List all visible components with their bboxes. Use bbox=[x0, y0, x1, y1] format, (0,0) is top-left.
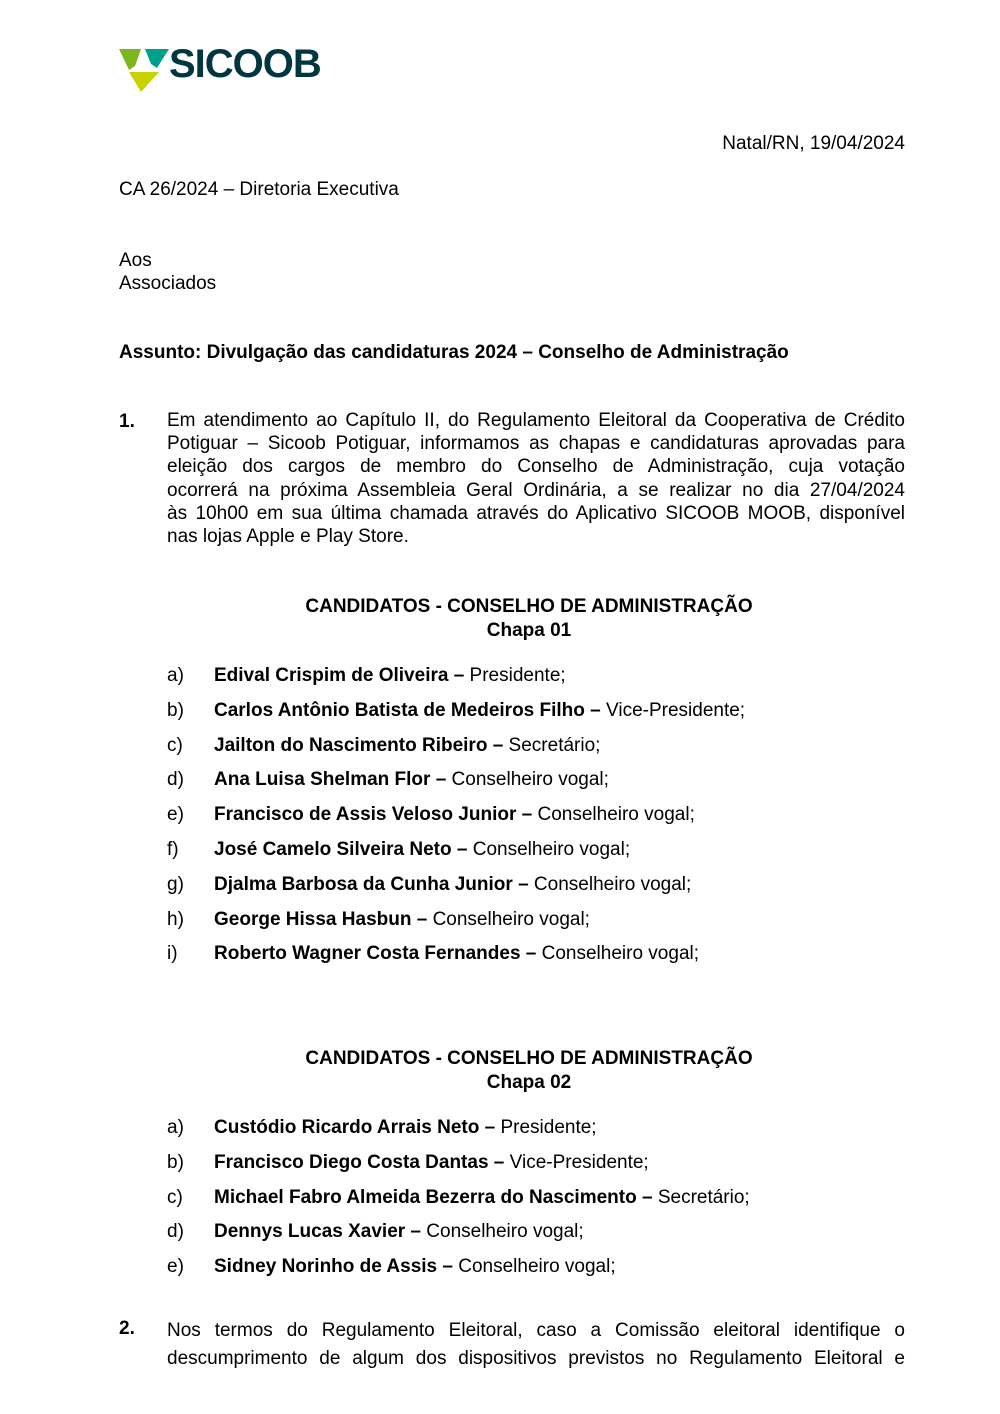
candidate-role: Presidente; bbox=[464, 665, 566, 686]
candidate-item bbox=[167, 1256, 616, 1278]
candidate-name: Sidney Norinho de Assis – bbox=[214, 1256, 453, 1278]
paragraph-line: Potiguar – Sicoob Potiguar, informamos as chapas e candidaturas aprovadas para bbox=[167, 433, 905, 455]
candidate-role: Conselheiro vogal; bbox=[446, 769, 609, 791]
candidate-role: Vice-Presidente; bbox=[600, 699, 746, 721]
subject: Assunto: Divulgação das candidaturas 2024 – Conselho de Administração bbox=[119, 342, 789, 363]
candidate-label: e) bbox=[167, 804, 184, 826]
candidate-label: a) bbox=[167, 1117, 184, 1138]
candidate-label: c) bbox=[167, 1186, 183, 1208]
candidate-label: d) bbox=[167, 769, 184, 791]
candidate-item bbox=[167, 700, 745, 722]
paragraph-line: às 10h00 em sua última chamada através do Aplicativo SICOOB MOOB, disponível bbox=[167, 502, 905, 524]
candidate-name: Edival Crispim de Oliveira – bbox=[214, 665, 465, 686]
slate-title: CANDIDATOS - CONSELHO DE ADMINISTRAÇÃO bbox=[305, 596, 753, 617]
paragraph-line: descumprimento de algum dos dispositivos previstos no Regulamento Eleitoral e bbox=[167, 1347, 905, 1369]
reference: CA 26/2024 – Diretoria Executiva bbox=[119, 179, 399, 200]
candidate-item bbox=[167, 735, 600, 757]
paragraph-line: Em atendimento ao Capítulo II, do Regulamento Eleitoral da Cooperativa de Crédito bbox=[167, 410, 905, 431]
candidate-role: Conselheiro vogal; bbox=[528, 873, 692, 895]
candidate-item bbox=[167, 1221, 584, 1243]
paragraph-line: ocorrerá na próxima Assembleia Geral Ordinária, a se realizar no dia 27/04/2024 bbox=[167, 479, 905, 501]
candidate-label: c) bbox=[167, 734, 183, 756]
candidate-name: Carlos Antônio Batista de Medeiros Filho – bbox=[214, 699, 601, 721]
candidate-item bbox=[167, 1187, 750, 1209]
candidate-role: Conselheiro vogal; bbox=[421, 1221, 584, 1243]
candidate-name: Michael Fabro Almeida Bezerra do Nascimento – bbox=[214, 1186, 653, 1208]
slate2-heading bbox=[119, 1047, 939, 1095]
candidate-label: d) bbox=[167, 1221, 184, 1243]
sicoob-logo-icon bbox=[119, 46, 169, 96]
candidate-name: Custódio Ricardo Arrais Neto – bbox=[214, 1117, 496, 1138]
candidate-item bbox=[167, 1117, 597, 1139]
candidate-name: Roberto Wagner Costa Fernandes – bbox=[214, 943, 537, 965]
paragraph-line: Nos termos do Regulamento Eleitoral, caso a Comissão eleitoral identifique o bbox=[167, 1320, 905, 1341]
candidate-item bbox=[167, 769, 609, 791]
slate1-heading bbox=[119, 595, 939, 643]
candidate-label: b) bbox=[167, 699, 184, 721]
candidate-name: Ana Luisa Shelman Flor – bbox=[214, 769, 447, 791]
candidate-role: Presidente; bbox=[495, 1117, 597, 1138]
candidate-label: b) bbox=[167, 1151, 184, 1173]
paragraph-line: nas lojas Apple e Play Store. bbox=[167, 526, 409, 548]
recipient bbox=[119, 249, 216, 295]
candidate-item bbox=[167, 909, 590, 931]
section-number: 2. bbox=[119, 1318, 135, 1339]
candidate-name: José Camelo Silveira Neto – bbox=[214, 839, 468, 860]
candidate-role: Conselheiro vogal; bbox=[467, 839, 631, 860]
candidate-role: Secretário; bbox=[503, 734, 601, 756]
sicoob-logo bbox=[119, 42, 321, 96]
section1-paragraph bbox=[167, 409, 905, 548]
candidate-name: George Hissa Hasbun – bbox=[214, 908, 428, 930]
section2-paragraph bbox=[167, 1317, 905, 1372]
candidate-role: Conselheiro vogal; bbox=[536, 943, 700, 965]
candidate-label: f) bbox=[167, 839, 179, 860]
recipient-line: Associados bbox=[119, 273, 217, 294]
candidate-label: e) bbox=[167, 1256, 184, 1278]
candidate-name: Jailton do Nascimento Ribeiro – bbox=[214, 734, 504, 756]
candidate-item bbox=[167, 943, 699, 965]
logo-text: SICOOB bbox=[169, 42, 321, 86]
candidate-role: Conselheiro vogal; bbox=[452, 1256, 616, 1278]
date-line: Natal/RN, 19/04/2024 bbox=[722, 133, 905, 154]
candidate-item bbox=[167, 665, 566, 687]
slate-title: CANDIDATOS - CONSELHO DE ADMINISTRAÇÃO bbox=[305, 1048, 753, 1069]
candidate-item bbox=[167, 874, 691, 896]
candidate-role: Secretário; bbox=[652, 1186, 750, 1208]
candidate-name: Francisco Diego Costa Dantas – bbox=[214, 1151, 505, 1173]
candidate-label: h) bbox=[167, 908, 184, 930]
candidate-item bbox=[167, 804, 695, 826]
section-number: 1. bbox=[119, 411, 135, 432]
candidate-label: i) bbox=[167, 943, 178, 965]
slate-subtitle: Chapa 01 bbox=[486, 620, 572, 641]
candidate-item bbox=[167, 1152, 649, 1174]
recipient-line: Aos bbox=[119, 250, 152, 271]
candidate-name: Dennys Lucas Xavier – bbox=[214, 1221, 421, 1243]
candidate-name: Djalma Barbosa da Cunha Junior – bbox=[214, 873, 529, 895]
candidate-label: g) bbox=[167, 873, 184, 895]
candidate-role: Vice-Presidente; bbox=[504, 1151, 649, 1173]
candidate-role: Conselheiro vogal; bbox=[427, 908, 590, 930]
candidate-label: a) bbox=[167, 665, 184, 686]
slate-subtitle: Chapa 02 bbox=[486, 1072, 572, 1093]
candidate-name: Francisco de Assis Veloso Junior – bbox=[214, 804, 533, 826]
candidate-item bbox=[167, 839, 630, 861]
candidate-role: Conselheiro vogal; bbox=[532, 804, 695, 826]
paragraph-line: eleição dos cargos de membro do Conselho de Administração, cuja votação bbox=[167, 456, 905, 478]
